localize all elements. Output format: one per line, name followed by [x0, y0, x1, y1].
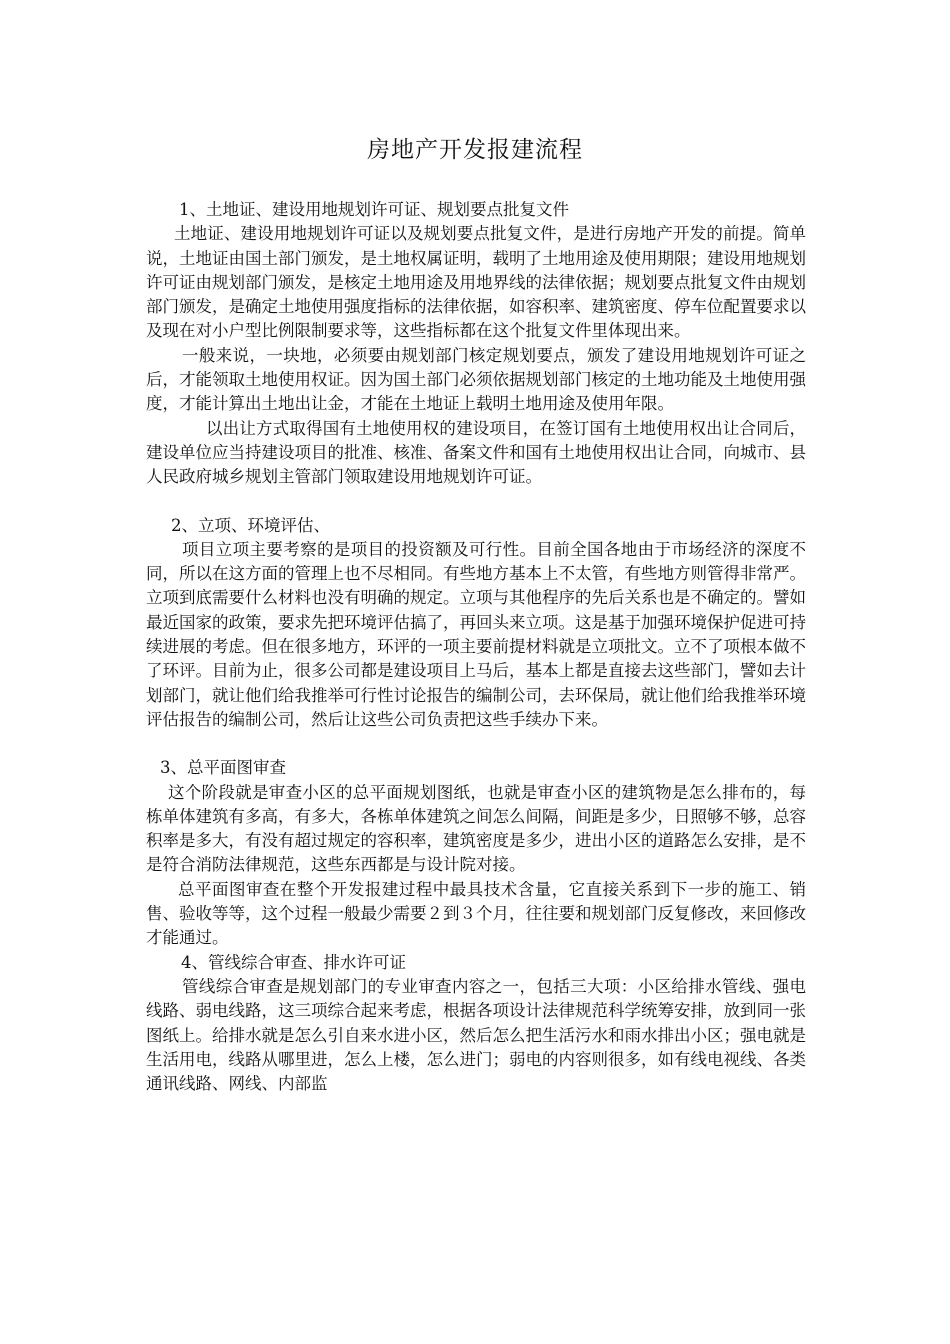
paragraph: 项目立项主要考察的是项目的投资额及可行性。目前全国各地由于市场经济的深度不同，所以在这方面的管理上也不尽相同。有些地方基本上不太管，有些地方则管得非常严。立项到底需要什么材料也没有明确的规定。立项与其他程序的先后关系也是不确定的。譬如最近国家的政策，要求先把环境评估搞了，再回头来立项。这是基于加强环境保护促进可持续进展的考虑。但在很多地方，环评的一项主要前提材料就是立项批文。立不了项根本做不了环评。目前为止，很多公司都是建设项目上马后，基本上都是直接去这些部门，譬如去计划部门，就让他们给我推举可行性讨论报告的编制公司，去环保局，就让他们给我推举环境评估报告的编制公司，然后让这些公司负责把这些手续办下来。 [146, 539, 806, 729]
paragraph: 以出让方式取得国有土地使用权的建设项目，在签订国有土地使用权出让合同后，建设单位应当持建设项目的批准、核准、备案文件和国有土地使用权出让合同，向城市、县人民政府城乡规划主管部门领取建设用地规划许可证。 [146, 418, 806, 487]
section-heading: 2、立项、环境评估、 [171, 515, 330, 535]
paragraph: 土地证、建设用地规划许可证以及规划要点批复文件，是进行房地产开发的前提。简单说，土地证由国土部门颁发，是土地权属证明，载明了土地用途及使用期限；建设用地规划许可证由规划部门颁发，是核定土地用途及用地界线的法律依据；规划要点批复文件由规划部门颁发，是确定土地使用强度指标的法律依据，如容积率、建筑密度、停车位配置要求以及现在对小户型比例限制要求等，这些指标都在这个批复文件里体现出来。 [146, 224, 806, 341]
section-heading: 4、管线综合审查、排水许可证 [181, 952, 406, 972]
paragraph: 一般来说，一块地，必须要由规划部门核定规划要点，颁发了建设用地规划许可证之后，才能领取土地使用权证。因为国土部门必须依据规划部门核定的土地功能及土地使用强度，才能计算出土地出让金，才能在土地证上载明土地用途及使用年限。 [146, 345, 806, 414]
document-title: 房地产开发报建流程 [367, 137, 583, 163]
document-body [146, 198, 806, 1096]
paragraph: 总平面图审查在整个开发报建过程中最具技术含量，它直接关系到下一步的施工、销售、验收等等，这个过程一般最少需要２到３个月，往往要和规划部门反复修改，来回修改才能通过。 [146, 879, 806, 948]
section-heading: 1、土地证、建设用地规划许可证、规划要点批复文件 [179, 200, 569, 219]
paragraph: 这个阶段就是审查小区的总平面规划图纸，也就是审查小区的建筑物是怎么排布的，每栋单体建筑有多高，有多大，各栋单体建筑之间怎么间隔，间距是多少，日照够不够，总容积率是多大，有没有超过规定的容积率，建筑密度是多少，进出小区的道路怎么安排，是不是符合消防法律规范，这些东西都是与设计院对接。 [146, 782, 806, 875]
paragraph: 管线综合审查是规划部门的专业审查内容之一，包括三大项：小区给排水管线、强电线路、弱电线路，这三项综合起来考虑，根据各项设计法律规范科学统筹安排，放到同一张图纸上。给排水就是怎么引自来水进小区，然后怎么把生活污水和雨水排出小区；强电就是生活用电，线路从哪里进，怎么上楼，怎么进门；弱电的内容则很多，如有线电视线、各类通讯线路、网线、内部监 [146, 976, 806, 1094]
section-heading: 3、总平面图审查 [160, 758, 286, 778]
